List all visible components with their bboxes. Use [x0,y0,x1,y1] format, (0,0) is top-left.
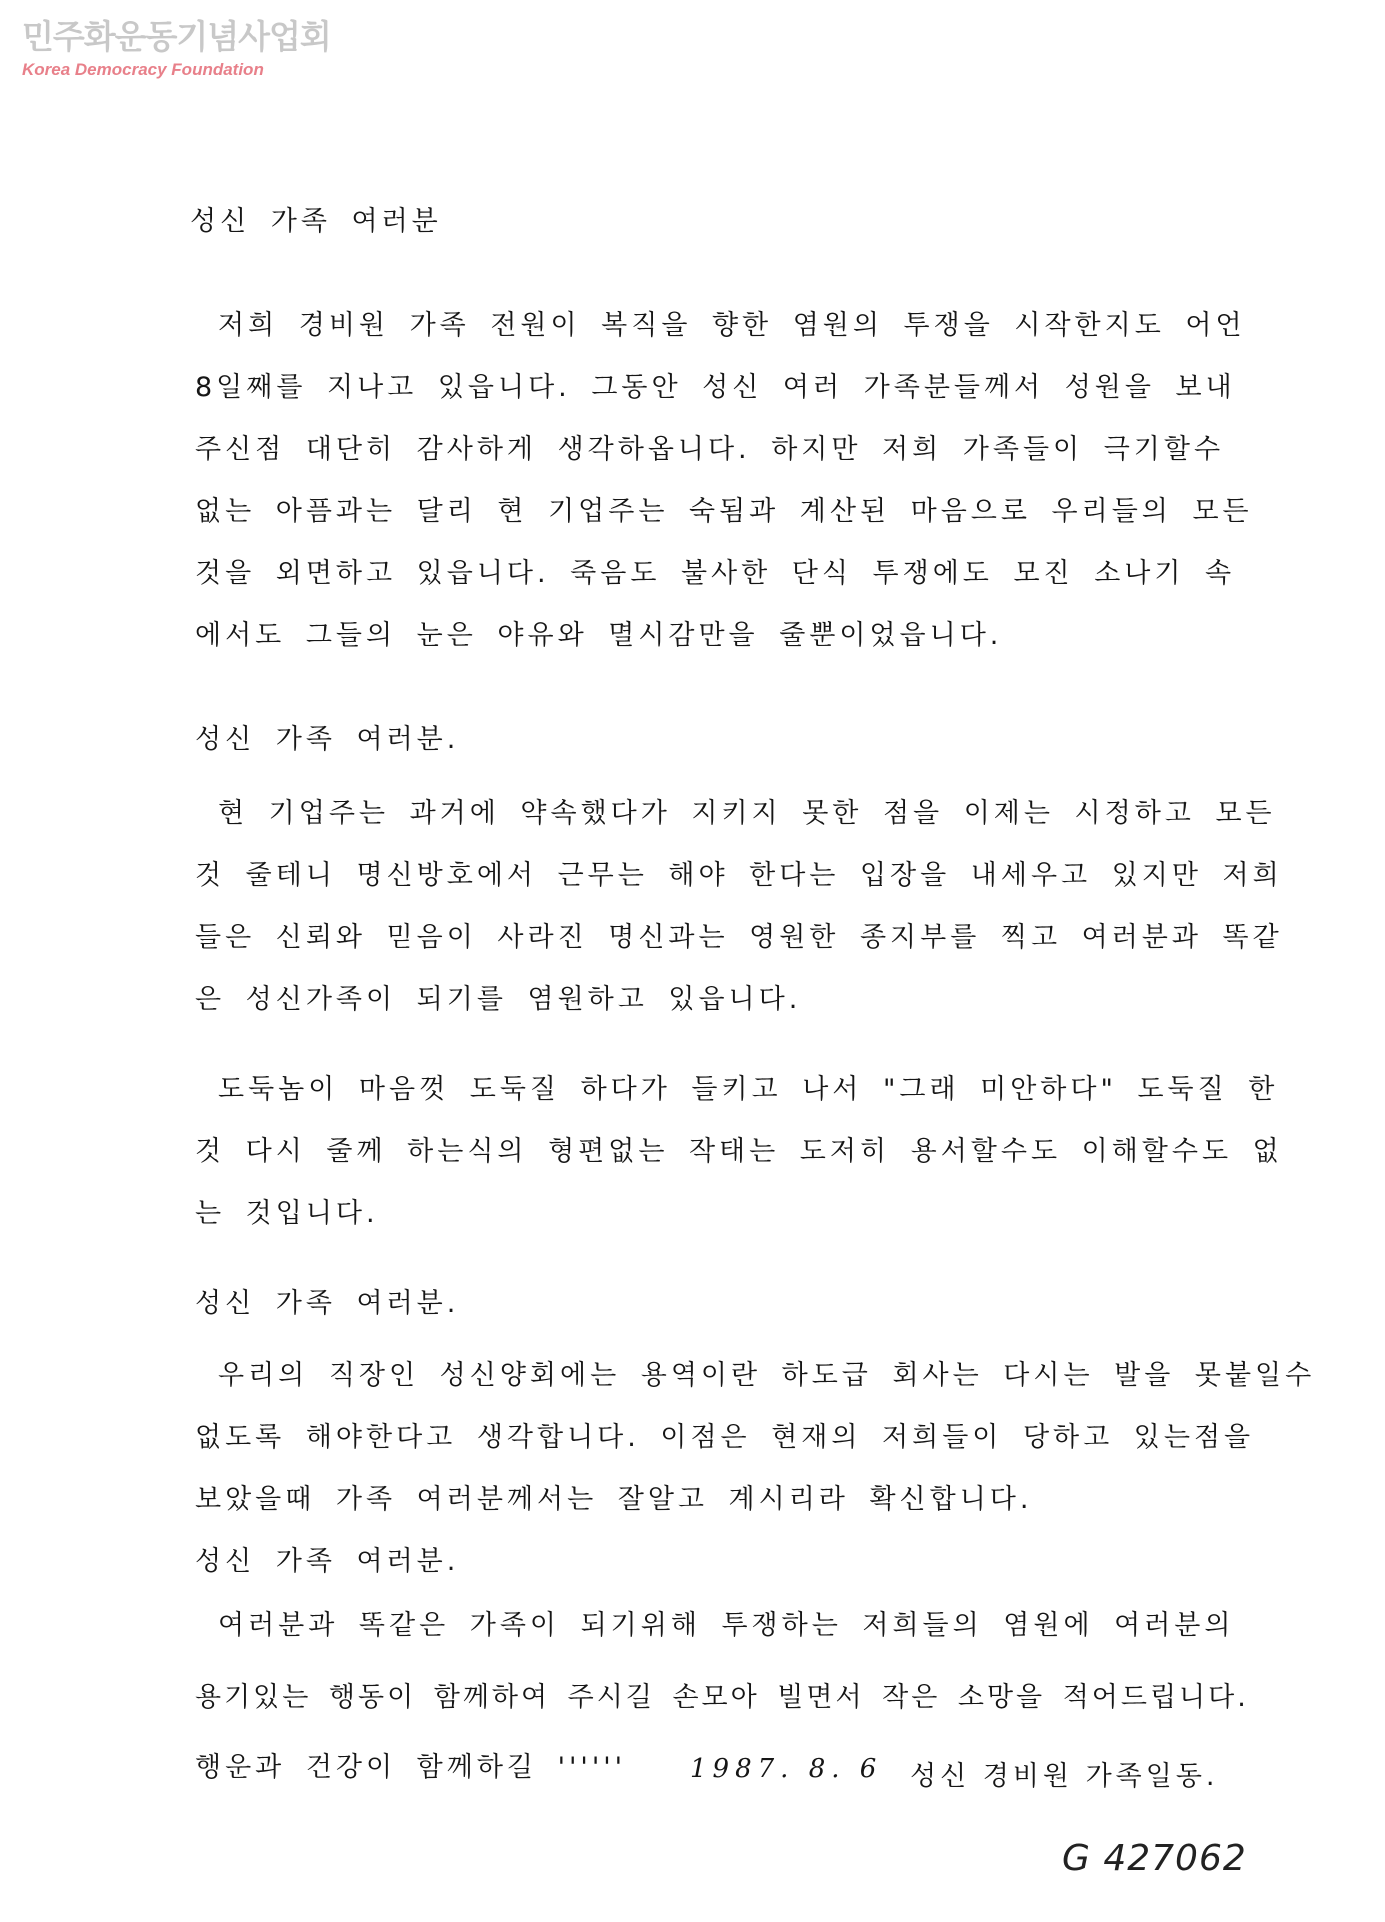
letter-line: 없는 아픔과는 달리 현 기업주는 숙됨과 계산된 마음으로 우리들의 모든 [195,496,1253,527]
section-heading: 성신 가족 여러분. [195,724,460,755]
signature: 성신 경비원 가족일동. [910,1761,1219,1792]
salutation: 성신 가족 여러분 [190,206,442,237]
letter-date: 1987. 8. 6 [690,1754,883,1784]
letter-line: 것 다시 줄께 하는식의 형편없는 작태는 도저히 용서할수도 이해할수도 없 [195,1136,1283,1167]
letter-line: 은 성신가족이 되기를 염원하고 있읍니다. [195,984,802,1015]
letter-line: 주신점 대단히 감사하게 생각하옵니다. 하지만 저희 가족들이 극기할수 [195,434,1225,465]
letter-line: 것을 외면하고 있읍니다. 죽음도 불사한 단식 투쟁에도 모진 소나기 속 [195,558,1236,589]
watermark-english: Korea Democracy Foundation [22,60,264,79]
letter-line: 우리의 직장인 성신양회에는 용역이란 하도급 회사는 다시는 발을 못붙일수 [218,1360,1316,1391]
letter-line: 용기있는 행동이 함께하여 주시길 손모아 빌면서 작은 소망을 적어드립니다. [195,1682,1249,1713]
archive-code: G 427062 [1062,1838,1247,1879]
section-heading: 성신 가족 여러분. [195,1288,460,1319]
letter-line: 여러분과 똑같은 가족이 되기위해 투쟁하는 저희들의 염원에 여러분의 [218,1610,1235,1641]
letter-line: 없도록 해야한다고 생각합니다. 이점은 현재의 저희들이 당하고 있는점을 [195,1422,1255,1453]
foundation-watermark [22,17,331,79]
letter-line: 8일째를 지나고 있읍니다. 그동안 성신 여러 가족분들께서 성원을 보내 [195,372,1236,403]
letter-line: 현 기업주는 과거에 약속했다가 지키지 못한 점을 이제는 시정하고 모든 [218,798,1276,829]
section-heading: 성신 가족 여러분. [195,1546,460,1577]
letter-line: 는 것입니다. [195,1198,379,1229]
watermark-korean: 민주화운동기념사업회 [22,17,331,56]
letter-line: 도둑놈이 마음껏 도둑질 하다가 들키고 나서 "그래 미안하다" 도둑질 한 [218,1074,1279,1105]
closing-line: 행운과 건강이 함께하길 '''''' [195,1752,627,1783]
letter-line: 에서도 그들의 눈은 야유와 멸시감만을 줄뿐이었읍니다. [195,620,1003,651]
letter-line: 들은 신뢰와 믿음이 사라진 명신과는 영원한 종지부를 찍고 여러분과 똑같 [195,922,1283,953]
letter-line: 것 줄테니 명신방호에서 근무는 해야 한다는 입장을 내세우고 있지만 저희 [195,860,1283,891]
letter-line: 저희 경비원 가족 전원이 복직을 향한 염원의 투쟁을 시작한지도 어언 [218,310,1246,341]
letter-line: 보았을때 가족 여러분께서는 잘알고 계시리라 확신합니다. [195,1484,1033,1515]
